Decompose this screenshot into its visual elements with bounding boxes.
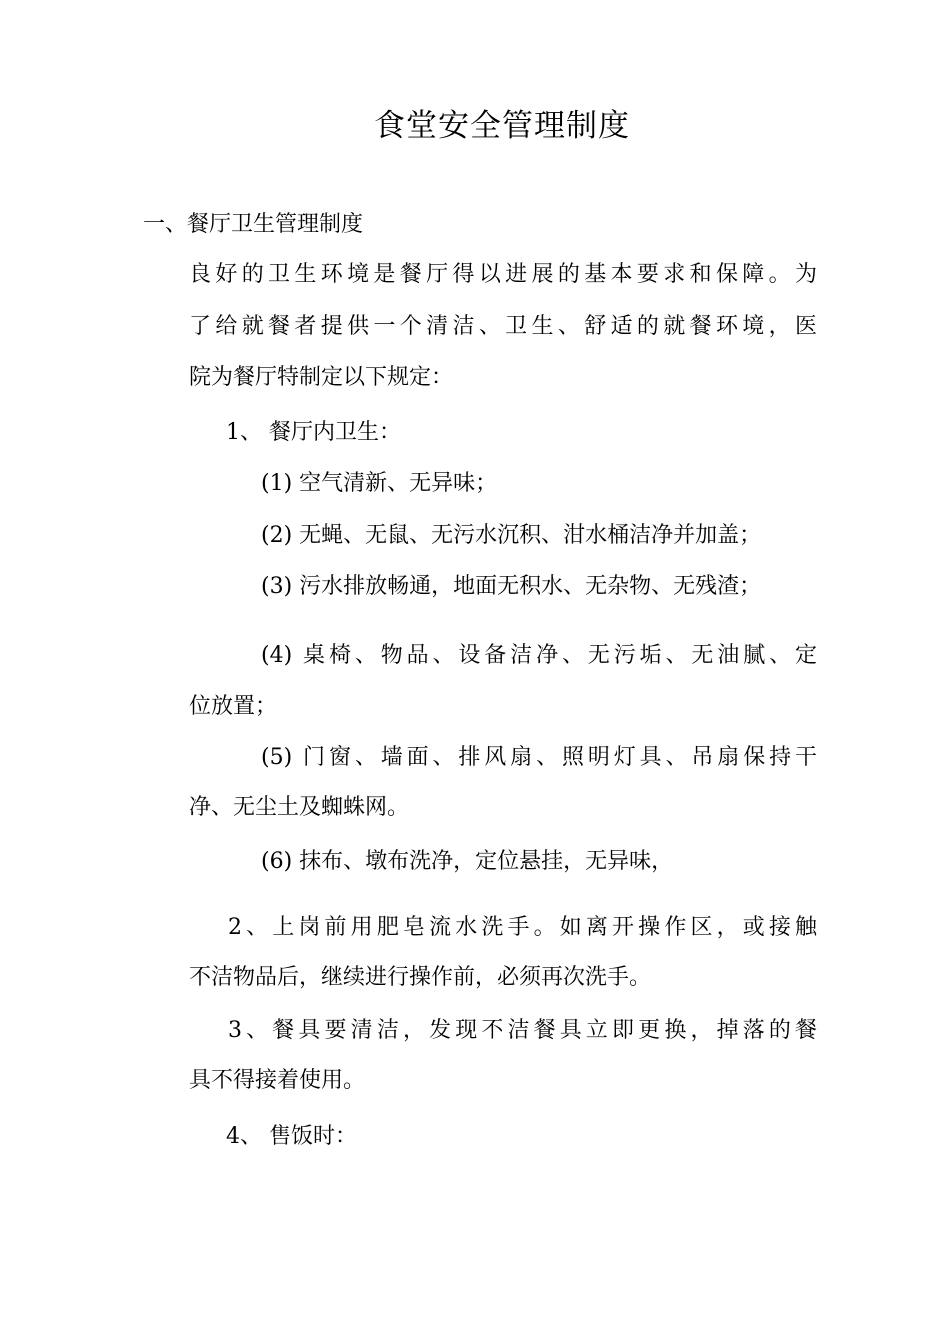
item-2-line-1: 2、上岗前用肥皂流水洗手。如离开操作区，或接触: [228, 915, 817, 940]
item-2-line-2: 不洁物品后，继续进行操作前，必须再次洗手。: [189, 965, 652, 990]
subitem-2: (2) 无蝇、无鼠、无污水沉积、泔水桶洁净并加盖；: [261, 523, 762, 548]
subitem-3: (3) 污水排放畅通，地面无积水、无杂物、无残渣；: [261, 574, 762, 599]
subitem-1: (1) 空气清新、无异味；: [261, 471, 498, 496]
section-heading: 一、餐厅卫生管理制度: [143, 212, 364, 237]
item-3-line-1: 3、餐具要清洁，发现不洁餐具立即更换，掉落的餐: [228, 1018, 817, 1043]
document-title: 食堂安全管理制度: [374, 108, 630, 144]
subitem-4-line-2: 位放置；: [189, 694, 278, 719]
intro-line-1: 良好的卫生环境是餐厅得以进展的基本要求和保障。为: [189, 262, 817, 287]
intro-line-3: 院为餐厅特制定以下规定：: [189, 365, 454, 390]
intro-line-2: 了给就餐者提供一个清洁、卫生、舒适的就餐环境，医: [189, 314, 817, 339]
item-4-label: 4、 售饭时：: [226, 1124, 357, 1149]
subitem-4-line-1: (4) 桌椅、物品、设备洁净、无污垢、无油腻、定: [261, 643, 817, 668]
subitem-5-line-1: (5) 门窗、墙面、排风扇、照明灯具、吊扇保持干: [261, 745, 817, 770]
item-1-label: 1、 餐厅内卫生：: [226, 420, 401, 445]
subitem-5-line-2: 净、无尘土及蜘蛛网。: [189, 795, 410, 820]
subitem-6: (6) 抹布、墩布洗净，定位悬挂，无异味，: [261, 849, 674, 874]
item-3-line-2: 具不得接着使用。: [189, 1068, 366, 1093]
